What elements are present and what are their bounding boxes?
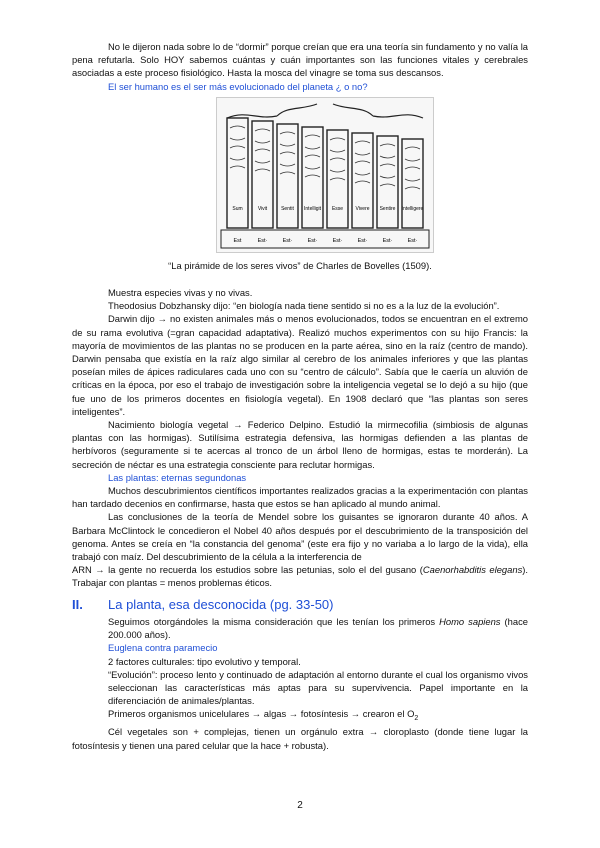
pyramid-label: Vivit: [257, 205, 268, 212]
pyramid-bottom-label: Est·: [357, 237, 368, 244]
pyramid-bottom-label: Est·: [282, 237, 293, 244]
paragraph-darwin: Darwin dijo → no existen animales más o menos evolucionados, todos se encuentran en el extremo de su rama evolutiva (=gran capacidad adaptativa). Realizó muchos experimentos con su hijo Francis: la mayoría de movimientos de las plantas no se producen en la parte aérea, sino en la raíz (centro de mando). Darwin pensaba que existía en la raíz algo similar al cerebro de los animales inferiores y que las plantas poseían miles de ápices radiculares cada uno con su “centro de cálculo”. Sabía que le caería un aluvión de críticas en la época, por eso el trabajo de investigación sobre la inteligencia vegetal se lo dejó a su hijo (que fue uno de los primeros docentes en fisiología vegetal). En 1908 declaró que “las plantas son seres inteligentes”.: [72, 313, 528, 417]
pyramid-illustration: [217, 98, 433, 252]
paragraph-species: Muestra especies vivas y no vivas.: [108, 287, 253, 299]
section-heading: [72, 598, 528, 611]
pyramid-bottom-label: Est·: [407, 237, 418, 244]
paragraph-factors: 2 factores culturales: tipo evolutivo y temporal.: [108, 655, 301, 667]
paragraph-dobzhansky: Theodosius Dobzhansky dijo: “en biología nada tiene sentido si no es a la luz de la evolución”.: [108, 300, 500, 312]
pyramid-label: Sentit: [281, 205, 294, 212]
worm-name: Caenorhabditis elegans: [422, 564, 523, 576]
pyramid-label: Sum: [232, 205, 243, 212]
pyramid-bottom-label: Est: [233, 237, 242, 244]
section-title: La planta, esa desconocida (pg. 33-50): [108, 596, 334, 612]
pyramid-bottom-label: Est·: [332, 237, 343, 244]
pyramid-bottom-label: Est·: [307, 237, 318, 244]
homo-text-end: (hace 200.000 años).: [108, 615, 528, 641]
paragraph-sleep: No le dijeron nada sobre lo de “dormir” porque creían que era una teoría sin fundamento y no valía la pena refutarla. Solo HOY sabemos cuántas y cuán importantes son las funciones vitales y cerebrales asociadas a este proceso fisiológico. Hasta la mosca del vinagre se toma sus descansos.: [72, 41, 528, 79]
pyramid-label: Vivere: [355, 205, 370, 212]
paragraph-arn: [72, 563, 528, 589]
pyramid-bottom-label: Est·: [257, 237, 268, 244]
paragraph-evolucion: “Evolución”: proceso lento y continuado de adaptación al entorno durante el cual los organismo vivos seleccionan las características más aptas para su supervivencia. Papel importante en la diferenciación de animales/plantas.: [108, 668, 528, 707]
figure-caption: “La pirámide de los seres vivos” de Charles de Bovelles (1509).: [168, 259, 432, 271]
homo-sapiens: Homo sapiens: [439, 615, 501, 627]
pyramid-label: Intelligit: [304, 205, 321, 212]
heading-evolved: El ser humano es el ser más evolucionado del planeta ¿ o no?: [108, 80, 368, 92]
oxygen-subscript: 2: [414, 715, 419, 723]
paragraph-organisms: [108, 707, 528, 725]
arn-text: ARN → la gente no recuerda los estudios sobre las petunias, solo el del gusano (: [72, 564, 423, 576]
text-column: [72, 40, 528, 752]
arn-text-end: ). Trabajar con plantas = menos problemas éticos.: [72, 564, 528, 589]
pyramid-label: Intelligere: [401, 205, 424, 212]
paragraph-homo: [108, 615, 528, 641]
heading-segundonas: Las plantas: eternas segundonas: [108, 471, 247, 483]
homo-text: Seguimos otorgándoles la misma consideración que les tenían los primeros: [108, 615, 440, 627]
paragraph-mendel: Las conclusiones de la teoría de Mendel sobre los guisantes se ignoraron durante 40 años. A Barbara McClintock le concedieron el Nobel 40 años después por el descubrimiento de la transposición del genoma. Antes se creía en “la constancia del genoma” (este era fijo y no variaba a lo largo de la vida), ella trabajó con maíz. Del descubrimiento de la célula a la interferencia de: [72, 511, 528, 563]
page-number: 2: [297, 800, 303, 811]
organisms-text: Primeros organismos unicelulares → algas → fotosíntesis → crearon el O: [108, 708, 415, 720]
section-number: II.: [72, 596, 83, 612]
pyramid-label: Esse: [331, 205, 344, 212]
paragraph-discoveries: Muchos descubrimientos científicos importantes realizados gracias a la experimentación con plantas han tardado decenios en confirmarse, hasta que estos se han aplicado al mundo animal.: [72, 485, 528, 510]
heading-euglena: Euglena contra paramecio: [108, 642, 218, 654]
bovelles-pyramid-figure: [216, 97, 434, 253]
paragraph-delpino: Nacimiento biología vegetal → Federico Delpino. Estudió la mirmecofilia (simbiosis de algunas plantas con las hormigas). Sutilísima estrategia defensiva, las hormigas defienden a las plantas de herbívoros (seguramente si te acercas al tronco de un árbol lleno de hormigas, estas te morderán). La secreción de néctar es una estrategia consciente para reclutar hormigas.: [72, 419, 528, 470]
pyramid-label: Sentire: [379, 205, 396, 212]
pyramid-bottom-label: Est·: [382, 237, 393, 244]
paragraph-cells: Cél vegetales son + complejas, tienen un orgánulo extra → cloroplasto (donde tiene lugar la fotosíntesis y tienen una pared celular que la hace + robusta).: [72, 726, 528, 751]
